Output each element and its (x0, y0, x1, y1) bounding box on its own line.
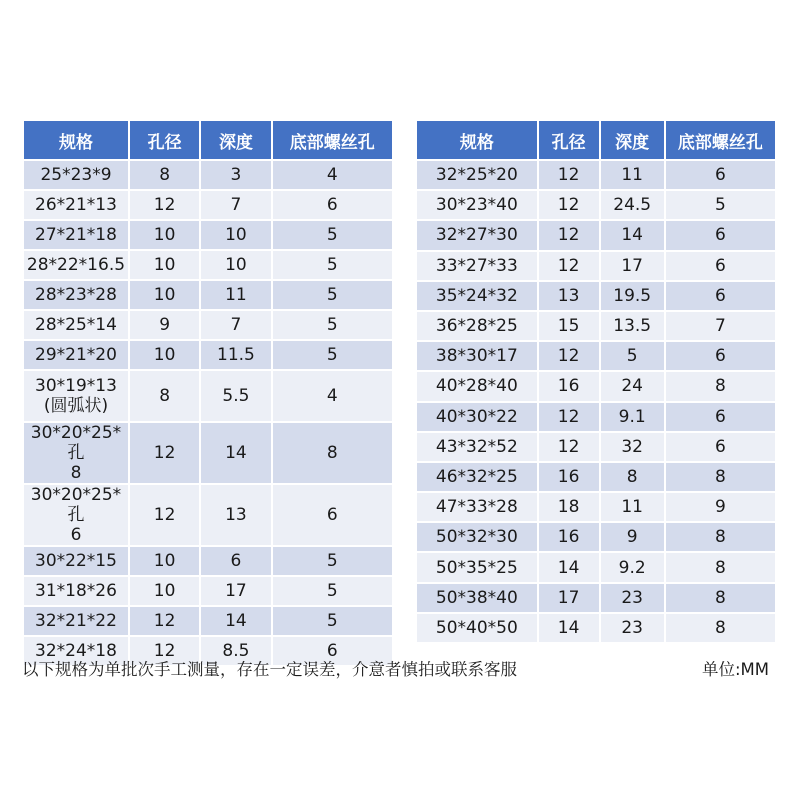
header-row (24, 121, 392, 159)
cell-depth: 9.2 (601, 553, 664, 581)
cell-hole: 12 (539, 161, 599, 189)
cell-hole: 16 (539, 463, 599, 491)
cell-bottom-hole: 5 (273, 547, 392, 575)
cell-hole: 12 (539, 252, 599, 280)
cell-hole: 10 (130, 221, 199, 249)
table-row (24, 607, 392, 635)
cell-bottom-hole: 4 (273, 161, 392, 189)
cell-bottom-hole: 6 (273, 191, 392, 219)
cell-hole: 12 (539, 433, 599, 461)
table-row (24, 371, 392, 421)
header-bottom-hole: 底部螺丝孔 (666, 121, 775, 159)
header-row (417, 121, 775, 159)
cell-hole: 12 (130, 423, 199, 483)
cell-spec: 28*25*14 (24, 311, 128, 339)
cell-spec: 33*27*33 (417, 252, 537, 280)
table-row (24, 251, 392, 279)
header-hole: 孔径 (130, 121, 199, 159)
cell-spec: 50*32*30 (417, 523, 537, 551)
cell-bottom-hole: 8 (666, 463, 775, 491)
table-row (417, 282, 775, 310)
cell-spec: 32*27*30 (417, 221, 537, 249)
header-depth: 深度 (201, 121, 270, 159)
cell-hole: 16 (539, 523, 599, 551)
cell-spec: 30*20*25*孔 6 (24, 485, 128, 545)
cell-hole: 10 (130, 577, 199, 605)
table-row (24, 547, 392, 575)
cell-spec: 30*23*40 (417, 191, 537, 219)
cell-bottom-hole: 8 (666, 523, 775, 551)
cell-spec: 30*20*25*孔 8 (24, 423, 128, 483)
table-row (417, 553, 775, 581)
cell-spec: 30*19*13 (圆弧状) (24, 371, 128, 421)
table-row (24, 423, 392, 483)
table-row (417, 584, 775, 612)
cell-depth: 11.5 (201, 341, 270, 369)
cell-spec: 25*23*9 (24, 161, 128, 189)
cell-hole: 10 (130, 341, 199, 369)
cell-spec: 35*24*32 (417, 282, 537, 310)
cell-spec: 50*38*40 (417, 584, 537, 612)
cell-depth: 7 (201, 311, 270, 339)
cell-depth: 32 (601, 433, 664, 461)
table-body (24, 161, 392, 665)
cell-spec: 27*21*18 (24, 221, 128, 249)
cell-spec: 29*21*20 (24, 341, 128, 369)
cell-spec: 28*22*16.5 (24, 251, 128, 279)
cell-depth: 7 (201, 191, 270, 219)
cell-depth: 10 (201, 221, 270, 249)
cell-hole: 14 (539, 614, 599, 642)
cell-hole: 12 (130, 191, 199, 219)
cell-spec: 32*21*22 (24, 607, 128, 635)
table-row (24, 577, 392, 605)
cell-bottom-hole: 7 (666, 312, 775, 340)
cell-spec: 32*25*20 (417, 161, 537, 189)
cell-spec: 50*35*25 (417, 553, 537, 581)
cell-bottom-hole: 6 (666, 221, 775, 249)
spec-table-right (415, 119, 777, 644)
table-row (417, 191, 775, 219)
table-row (417, 312, 775, 340)
cell-spec: 40*28*40 (417, 372, 537, 400)
table-row (24, 191, 392, 219)
cell-spec: 28*23*28 (24, 281, 128, 309)
cell-hole: 17 (539, 584, 599, 612)
cell-bottom-hole: 5 (273, 251, 392, 279)
cell-depth: 5 (601, 342, 664, 370)
cell-hole: 12 (130, 485, 199, 545)
cell-depth: 24.5 (601, 191, 664, 219)
header-bottom-hole: 底部螺丝孔 (273, 121, 392, 159)
cell-bottom-hole: 5 (273, 221, 392, 249)
cell-hole: 8 (130, 161, 199, 189)
cell-depth: 17 (201, 577, 270, 605)
cell-hole: 13 (539, 282, 599, 310)
cell-spec: 31*18*26 (24, 577, 128, 605)
table-row (417, 221, 775, 249)
cell-bottom-hole: 8 (273, 423, 392, 483)
cell-bottom-hole: 5 (273, 341, 392, 369)
cell-hole: 10 (130, 251, 199, 279)
measurement-note: 以下规格为单批次手工测量，存在一定误差，介意者慎拍或联系客服 (22, 660, 517, 679)
cell-depth: 11 (601, 493, 664, 521)
cell-hole: 14 (539, 553, 599, 581)
table-body (417, 161, 775, 642)
cell-bottom-hole: 5 (273, 577, 392, 605)
cell-bottom-hole: 6 (666, 282, 775, 310)
header-spec: 规格 (24, 121, 128, 159)
cell-depth: 17 (601, 252, 664, 280)
table-row (417, 161, 775, 189)
cell-spec: 43*32*52 (417, 433, 537, 461)
cell-depth: 19.5 (601, 282, 664, 310)
cell-depth: 8.5 (201, 637, 270, 665)
header-hole: 孔径 (539, 121, 599, 159)
table-row (24, 161, 392, 189)
cell-depth: 8 (601, 463, 664, 491)
table-row (417, 252, 775, 280)
cell-bottom-hole: 9 (666, 493, 775, 521)
cell-depth: 13 (201, 485, 270, 545)
cell-depth: 14 (201, 423, 270, 483)
cell-hole: 18 (539, 493, 599, 521)
table-row (417, 463, 775, 491)
cell-bottom-hole: 4 (273, 371, 392, 421)
cell-depth: 23 (601, 584, 664, 612)
cell-depth: 3 (201, 161, 270, 189)
table-row (24, 311, 392, 339)
cell-depth: 10 (201, 251, 270, 279)
cell-hole: 12 (539, 221, 599, 249)
cell-spec: 26*21*13 (24, 191, 128, 219)
cell-spec: 47*33*28 (417, 493, 537, 521)
cell-hole: 10 (130, 547, 199, 575)
cell-bottom-hole: 8 (666, 553, 775, 581)
cell-spec: 46*32*25 (417, 463, 537, 491)
table-row (24, 485, 392, 545)
cell-hole: 12 (539, 342, 599, 370)
cell-spec: 30*22*15 (24, 547, 128, 575)
cell-depth: 13.5 (601, 312, 664, 340)
header-spec: 规格 (417, 121, 537, 159)
table-row (417, 342, 775, 370)
cell-bottom-hole: 5 (666, 191, 775, 219)
cell-hole: 8 (130, 371, 199, 421)
cell-hole: 12 (130, 637, 199, 665)
cell-bottom-hole: 5 (273, 311, 392, 339)
cell-depth: 5.5 (201, 371, 270, 421)
table-row (417, 372, 775, 400)
table-row (24, 281, 392, 309)
cell-hole: 15 (539, 312, 599, 340)
cell-bottom-hole: 8 (666, 372, 775, 400)
cell-depth: 14 (201, 607, 270, 635)
cell-bottom-hole: 6 (666, 161, 775, 189)
cell-spec: 38*30*17 (417, 342, 537, 370)
table-row (417, 433, 775, 461)
cell-bottom-hole: 6 (666, 252, 775, 280)
cell-hole: 10 (130, 281, 199, 309)
table-row (24, 341, 392, 369)
cell-bottom-hole: 6 (273, 637, 392, 665)
cell-depth: 11 (601, 161, 664, 189)
cell-spec: 50*40*50 (417, 614, 537, 642)
table-row (417, 614, 775, 642)
cell-bottom-hole: 5 (273, 281, 392, 309)
spec-table-left (22, 119, 394, 667)
header-depth: 深度 (601, 121, 664, 159)
cell-depth: 9.1 (601, 403, 664, 431)
cell-bottom-hole: 6 (666, 403, 775, 431)
cell-depth: 23 (601, 614, 664, 642)
table-row (24, 221, 392, 249)
cell-hole: 9 (130, 311, 199, 339)
cell-depth: 11 (201, 281, 270, 309)
unit-label: 单位:MM (702, 660, 770, 679)
cell-depth: 9 (601, 523, 664, 551)
cell-bottom-hole: 8 (666, 614, 775, 642)
cell-spec: 40*30*22 (417, 403, 537, 431)
cell-bottom-hole: 6 (273, 485, 392, 545)
cell-bottom-hole: 5 (273, 607, 392, 635)
table-row (417, 403, 775, 431)
cell-hole: 12 (130, 607, 199, 635)
cell-depth: 14 (601, 221, 664, 249)
cell-depth: 6 (201, 547, 270, 575)
table-row (417, 523, 775, 551)
cell-bottom-hole: 6 (666, 342, 775, 370)
cell-depth: 24 (601, 372, 664, 400)
cell-hole: 12 (539, 191, 599, 219)
cell-hole: 16 (539, 372, 599, 400)
cell-hole: 12 (539, 403, 599, 431)
table-row (417, 493, 775, 521)
cell-bottom-hole: 6 (666, 433, 775, 461)
cell-spec: 32*24*18 (24, 637, 128, 665)
cell-bottom-hole: 8 (666, 584, 775, 612)
cell-spec: 36*28*25 (417, 312, 537, 340)
